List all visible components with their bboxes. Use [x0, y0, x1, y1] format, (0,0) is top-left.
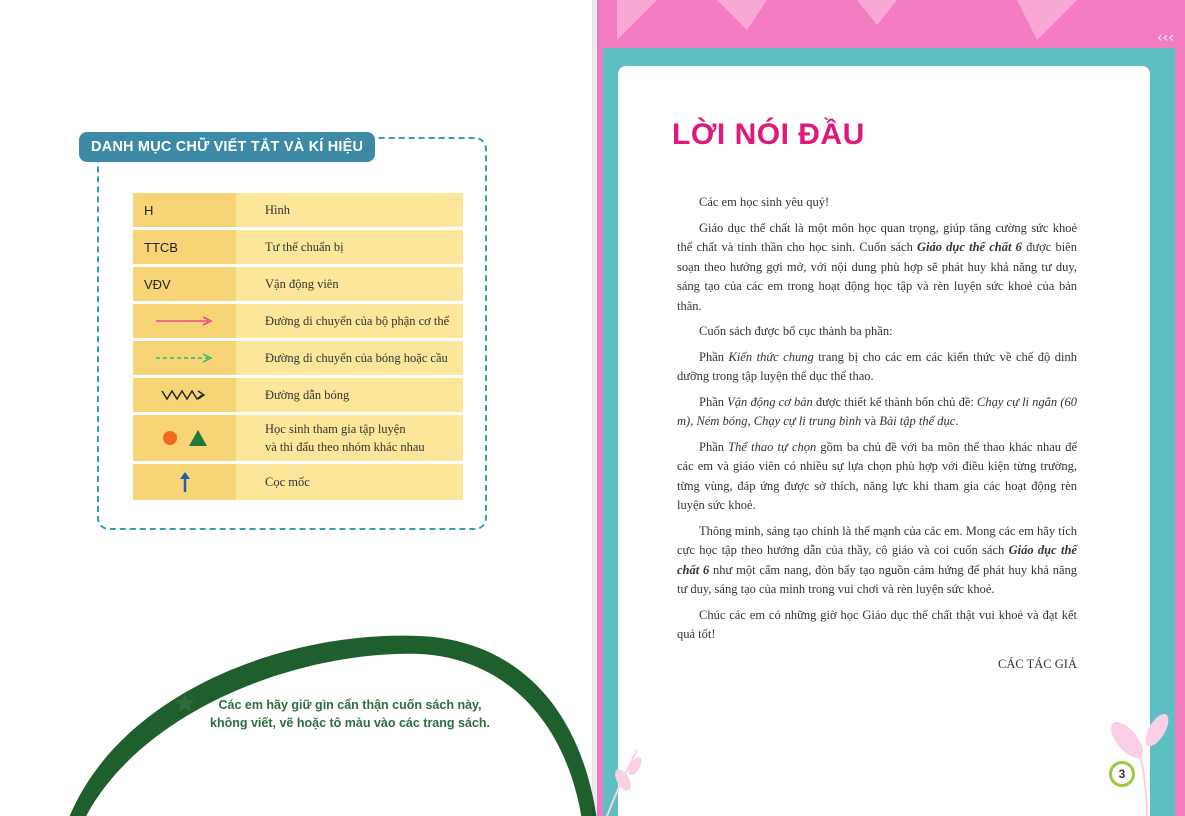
paragraph — [677, 348, 1077, 387]
meaning — [236, 415, 463, 461]
meaning: Hình — [236, 193, 463, 227]
flower-decoration-left — [597, 720, 667, 816]
text: Phần — [699, 349, 729, 364]
table-row — [133, 464, 463, 500]
care-note-line: không viết, vẽ hoặc tô màu vào các trang sách. — [210, 716, 490, 730]
text: trang bị cho các em các kiến thức về chế độ dinh dưỡng trong tập luyện thể dục thể thao. — [677, 349, 1078, 383]
text: . — [955, 414, 959, 428]
table-row — [133, 341, 463, 375]
meaning: Cọc mốc — [236, 464, 463, 500]
meaning: Đường di chuyển của bộ phận cơ thể — [236, 304, 463, 338]
meaning-line: Học sinh tham gia tập luyện — [265, 422, 406, 436]
meaning: Tư thế chuẩn bị — [236, 230, 463, 264]
text: được thiết kế thành bốn chủ đề: — [812, 394, 978, 409]
paragraph — [677, 522, 1077, 600]
meaning: Vận động viên — [236, 267, 463, 301]
text: Phần — [699, 394, 728, 409]
text: như một cẩm nang, đòn bẩy tạo nguồn cảm hứng để phát huy khả năng tư duy, sáng tạo của mình trong vui chơi và rèn luyện sức khoẻ. — [677, 562, 1077, 596]
section-name: Vận động cơ bản — [727, 394, 813, 409]
svg-text:‹‹‹: ‹‹‹ — [1157, 30, 1174, 46]
greeting: Các em học sinh yêu quý! — [699, 195, 830, 209]
zigzag-arrow-icon — [133, 378, 236, 412]
table-row — [133, 230, 463, 264]
circle-triangle-icon — [133, 415, 236, 461]
paragraph — [677, 438, 1077, 516]
right-page — [597, 0, 1185, 816]
marker-pole-icon — [133, 464, 236, 500]
abbreviation: H — [133, 193, 236, 227]
table-row — [133, 415, 463, 461]
text: , — [690, 414, 697, 428]
abbreviation: VĐV — [133, 267, 236, 301]
preface-text — [677, 193, 1077, 680]
topic-name: Ném bóng — [696, 414, 748, 428]
abbreviation: TTCB — [133, 230, 236, 264]
section-name: Kiến thức chung — [728, 349, 814, 364]
topic-name: Chạy cự li trung bình — [753, 414, 862, 428]
text: được biên soạn theo hướng gợi mở, với nội dung phù hợp sẽ phát huy khả năng tư duy, sáng tạo của các em trong hoạt động học tập và rèn luyện sức khoẻ của bản thân. — [677, 240, 1077, 313]
green-triangle-icon — [189, 430, 207, 446]
pink-solid-arrow-icon — [133, 304, 236, 338]
paragraph: Cuốn sách được bố cục thành ba phần: — [699, 324, 893, 338]
paragraph: Chúc các em có những giờ học Giáo dục thể chất thật vui khoẻ và đạt kết quả tốt! — [677, 607, 1077, 641]
glossary-title: DANH MỤC CHỮ VIẾT TẮT VÀ KÍ HIỆU — [79, 132, 375, 162]
orange-circle-icon — [163, 431, 177, 445]
meaning-line: và thi đấu theo nhóm khác nhau — [265, 440, 425, 454]
book-title: Giáo dục thể chất 6 — [917, 240, 1022, 254]
topic-name: Chạy cự li ngắn (60 m) — [677, 394, 1077, 428]
table-row — [133, 193, 463, 227]
meaning: Đường di chuyển của bóng hoặc cầu — [236, 341, 463, 375]
flower-decoration-right — [1097, 700, 1185, 816]
page-number: 3 — [1109, 761, 1135, 787]
text: Thông minh, sáng tạo chính là thế mạnh của các em. Mong các em hãy tích cực học tập theo hướng dẫn của thầy, cô giáo và coi cuốn sách — [677, 523, 1077, 557]
section-name: Thể thao tự chọn — [728, 439, 817, 454]
paragraph — [677, 219, 1077, 317]
book-title: Giáo dục thể chất 6 — [677, 543, 1077, 577]
care-note — [190, 696, 510, 732]
green-dashed-arrow-icon — [133, 341, 236, 375]
care-note-line: Các em hãy giữ gìn cẩn thận cuốn sách này, — [218, 698, 482, 712]
table-row — [133, 304, 463, 338]
text: gồm ba chủ đề với ba môn thể thao khác nhau để các em và giáo viên có nhiều sự lựa chọn phù hợp với điều kiện từng trường, từng vùng, đáp ứng được sở thích, năng lực khi tham gia các hoạt động rèn luyện sức khoẻ. — [677, 439, 1077, 512]
text: , — [747, 414, 754, 428]
meaning: Đường dẫn bóng — [236, 378, 463, 412]
signature: CÁC TÁC GIẢ — [998, 656, 1077, 671]
text: Giáo dục thể chất là một môn học quan trọng, giúp tăng cường sức khoẻ thể chất và tinh thần cho học sinh. Cuốn sách — [677, 220, 1077, 254]
table-row — [133, 378, 463, 412]
page-title: LỜI NÓI ĐẦU — [672, 118, 865, 151]
glossary-table — [133, 193, 463, 503]
page-fold-shadow — [592, 0, 602, 816]
text: Phần — [699, 439, 729, 454]
text: và — [861, 414, 880, 428]
paragraph — [677, 393, 1077, 432]
table-row — [133, 267, 463, 301]
topic-name: Bài tập thể dục — [879, 414, 956, 428]
